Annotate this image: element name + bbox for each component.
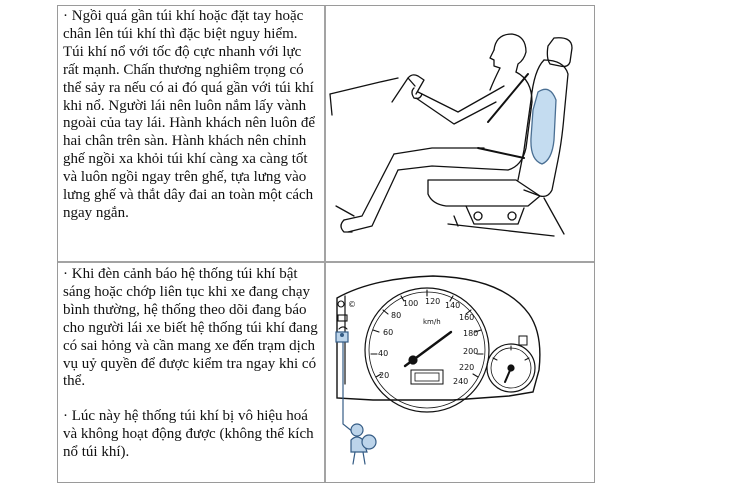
content-table [57,5,595,483]
speed-tick-label: 180 [463,329,479,338]
speed-tick-label: 100 [403,299,419,308]
driver-seated-near-airbag-illustration [328,20,588,252]
speed-tick-label: 240 [453,377,469,386]
svg-text:©: © [348,300,356,309]
airbag-warning-light-text [58,266,324,462]
speed-tick-label: 80 [391,311,402,320]
paragraph: · Ngồi quá gần túi khí hoặc đặt tay hoặc chân lên túi khí thì đặc biệt nguy hiểm. Túi khí nổ với tốc độ cực nhanh với lực rất mạnh. Chấn thương nghiêm trọng có thể sảy ra nếu có ai đó quá gần với túi khí khi nổ. Người lái nên luôn nắm lấy vành ngoài của tay lái. Hành khách nên luôn để hai chân trên sàn. Hành khách nên chỉnh ghế ngồi xa khỏi túi khí càng xa càng tốt và luôn ngồi ngay trên ghế, tựa lưng vào lưng ghế và thắt dây đai an toàn một cách ngay ngắn. [63,8,315,221]
paragraph: · Khi đèn cảnh báo hệ thống túi khí bật sáng hoặc chớp liên tục khi xe đang chạy bình thường, hệ thống theo dõi đang báo cho người lái xe biết hệ thống túi khí đang có sai hỏng và cần mang xe đến trạm dịch vụ uỷ quyền để được kiểm tra ngay khi có thể. [63,266,318,390]
row-divider [58,261,594,263]
speed-tick-label: 40 [378,349,389,358]
speed-tick-label: 160 [459,313,475,322]
airbag-pictogram-icon [351,424,376,464]
column-divider [324,6,326,482]
instrument-cluster-airbag-warning-light [333,274,588,474]
paragraph: · Lúc này hệ thống túi khí bị vô hiệu hoá và không hoạt động được (không thể kích nổ túi khí). [63,408,314,461]
speed-unit-label: km/h [423,318,441,326]
speed-tick-label: 140 [445,301,461,310]
speed-tick-label: 120 [425,297,441,306]
speed-tick-label: 60 [383,328,394,337]
speed-tick-label: 220 [459,363,475,372]
speed-tick-label: 20 [379,371,390,380]
speed-tick-label: 200 [463,347,479,356]
airbag-distance-warning-text [58,8,324,223]
